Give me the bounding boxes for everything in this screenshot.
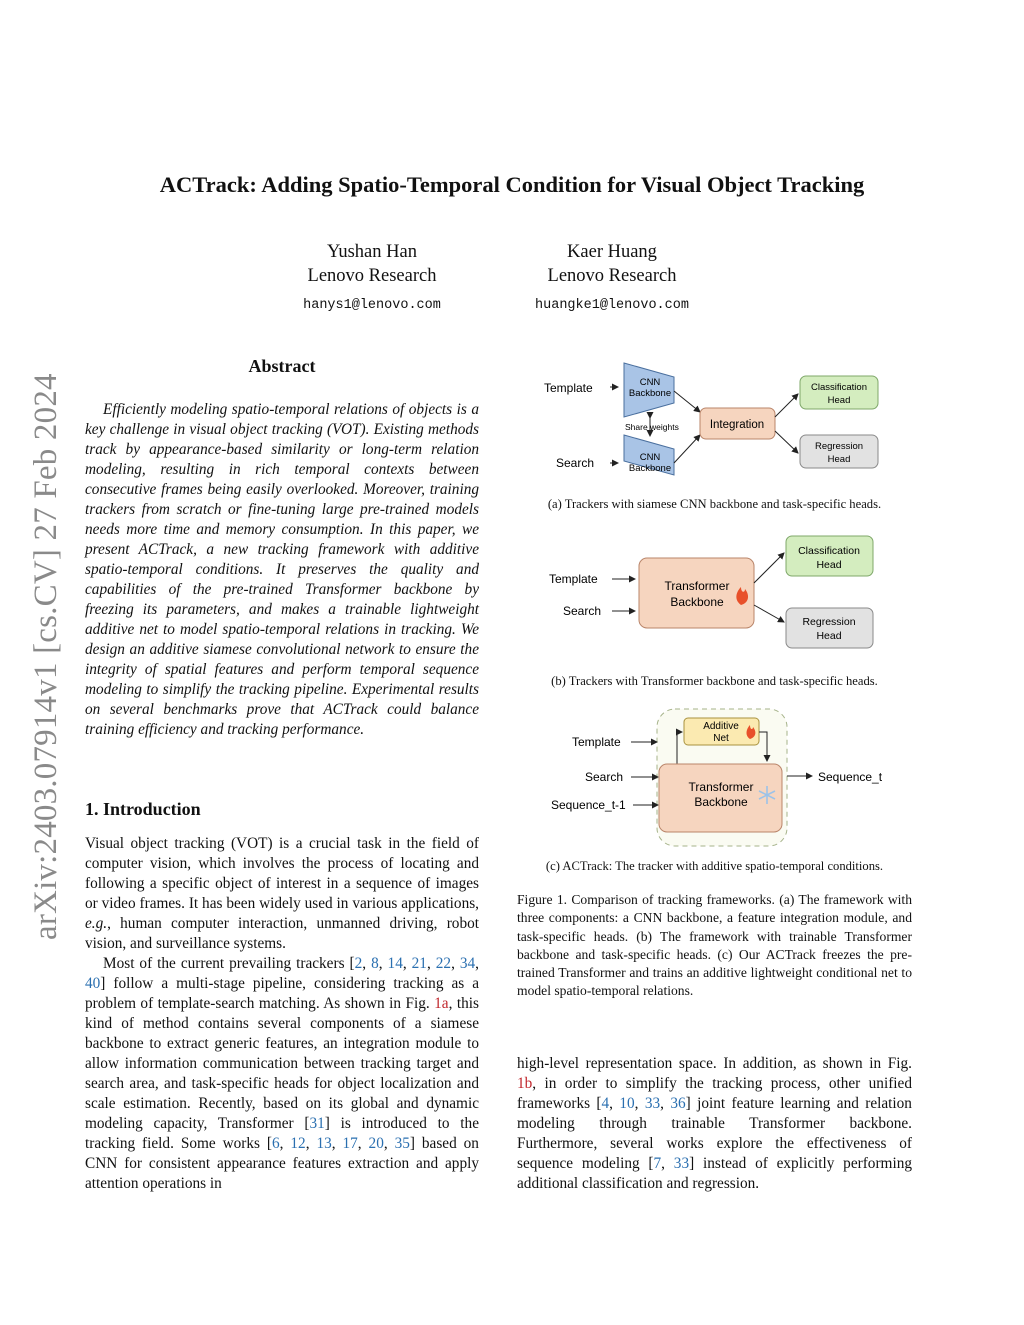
svg-text:Integration: Integration (709, 419, 765, 431)
citation-link[interactable]: 21 (411, 955, 427, 972)
author-affiliation: Lenovo Research (547, 266, 677, 286)
subcaption-a: (a) Trackers with siamese CNN backbone and task-specific heads. (547, 497, 882, 511)
author-email[interactable]: hanys1@lenovo.com (303, 298, 441, 313)
citation-link[interactable]: 17 (342, 1135, 358, 1152)
figure-1a (517, 357, 912, 477)
citation-link[interactable]: 36 (670, 1095, 686, 1112)
svg-text:Backbone: Backbone (628, 388, 672, 399)
author-name: Yushan Han (327, 242, 417, 262)
subcaption-b: (b) Trackers with Transformer backbone and task-specific heads. (551, 674, 878, 688)
intro-paragraph-1: Visual object tracking (VOT) is a crucial task in the field of computer vision, which involves the process of locating and following a specific object of interest in a sequence of images or video frames. It has been widely used in various applications, e.g., human computer interaction, unmanned driving, robot vision, and surveillance systems. (85, 835, 479, 952)
svg-text:Net: Net (713, 733, 729, 744)
svg-text:Head: Head (827, 395, 851, 406)
svg-text:Transformer: Transformer (688, 780, 754, 794)
author-block (252, 240, 492, 318)
citation-link[interactable]: 34 (459, 955, 476, 972)
paper-title: ACTrack: Adding Spatio-Temporal Condition for Visual Object Tracking (159, 172, 865, 197)
author-name: Kaer Huang (567, 242, 657, 262)
svg-text:Backbone: Backbone (694, 795, 748, 809)
svg-text:Regression: Regression (814, 441, 864, 452)
label-template: Template (572, 735, 621, 749)
author-email[interactable]: huangke1@lenovo.com (535, 298, 689, 313)
citation-link[interactable]: 10 (619, 1095, 635, 1112)
subcaption-c: (c) ACTrack: The tracker with additive spatio-temporal conditions. (545, 859, 884, 873)
transformer-backbone-trainable (639, 558, 754, 628)
figure-caption: Figure 1. Comparison of tracking frameworks. (a) The framework with three components: a CNN backbone, a feature integration module, and task-specific heads. (b) The framework with trainable Transformer backbone and task-specific heads. (c) Our ACTrack freezes the pre-trained Transformer and trains an additive lightweight conditional net to model spatio-temporal relations. (517, 892, 912, 999)
svg-text:Classification: Classification (798, 545, 860, 557)
svg-text:Regression: Regression (802, 616, 856, 628)
svg-text:Head: Head (816, 559, 842, 571)
citation-link[interactable]: 6 (272, 1135, 280, 1152)
citation-link[interactable]: 40 (85, 975, 101, 992)
figure-1c (517, 706, 912, 851)
citation-link[interactable]: 35 (394, 1135, 410, 1152)
svg-text:Additive: Additive (703, 721, 739, 732)
intro-body (85, 834, 479, 1194)
citation-link[interactable]: 22 (435, 955, 452, 972)
svg-text:Head: Head (816, 630, 842, 642)
citation-link[interactable]: 31 (309, 1115, 325, 1132)
section-heading: 1. Introduction (85, 799, 201, 819)
label-share-weights: Share weights (625, 422, 679, 432)
citation-link[interactable]: 7 (653, 1155, 662, 1172)
svg-text:Head: Head (827, 454, 851, 465)
label-search: Search (563, 604, 602, 618)
citation-link[interactable]: 33 (644, 1095, 661, 1112)
figure-ref-link[interactable]: 1b (517, 1075, 533, 1092)
label-sequence-prev: Sequence_t-1 (551, 798, 626, 812)
label-template: Template (549, 572, 598, 586)
intro-paragraph-2: Most of the current prevailing trackers [2, 8, 14, 21, 22, 34, 40] follow a multi-stage pipeline, considering tracking as a problem of template-search matching. As shown in Fig. 1a, this kind of method contains several components of a siamese backbone to extract generic features, an integration module to allow information communication between tracking target and search area, and task-specific heads for object localization and scale estimation. Recently, based on its global and dynamic modeling capacity, Transformer [31] is introduced to the tracking field. Some works [6, 12, 13, 17, 20, 35] based on CNN for consistent appearance features extraction and apply attention operations in (85, 955, 479, 1192)
citation-link[interactable]: 2 (354, 955, 363, 972)
citation-link[interactable]: 12 (290, 1135, 306, 1152)
citation-link[interactable]: 4 (601, 1095, 610, 1112)
right-column-body (517, 1054, 912, 1194)
citation-link[interactable]: 13 (316, 1135, 332, 1152)
figure-ref-link[interactable]: 1a (434, 995, 449, 1012)
label-search: Search (585, 770, 624, 784)
label-search: Search (556, 456, 595, 470)
svg-text:Transformer: Transformer (664, 579, 730, 593)
regression-head (786, 608, 873, 648)
figure-1b (517, 533, 912, 653)
svg-text:CNN: CNN (639, 452, 661, 463)
citation-link[interactable]: 20 (368, 1135, 384, 1152)
author-affiliation: Lenovo Research (307, 266, 437, 286)
label-sequence-out: Sequence_t (818, 770, 883, 784)
svg-text:CNN: CNN (639, 377, 661, 388)
svg-text:Classification: Classification (811, 382, 867, 393)
citation-link[interactable]: 14 (387, 955, 403, 972)
svg-text:Backbone: Backbone (628, 463, 672, 474)
author-block (492, 240, 732, 318)
abstract-text: Efficiently modeling spatio-temporal relations of objects is a key challenge in visual object tracking (VOT). Existing methods track by appearance-based similarity or long-term relation modeling, resulting in rich temporal contexts between consecutive frames being easily overlooked. Moreover, training trackers from scratch or fine-tuning large pre-trained models needs more time and memory consumption. In this paper, we present ACTrack, a new tracking framework with additive spatio-temporal conditions. It preserves the quality and capabilities of the pre-trained Transformer backbone by freezing its parameters, and makes a trainable lightweight additive net to model spatio-temporal relations in tracking. We design an additive siamese convolutional network to ensure the integrity of spatial features and perform temporal sequence modeling to simplify the tracking pipeline. Experimental results on several benchmarks prove that ACTrack could balance training efficiency and tracking performance. (85, 401, 479, 738)
svg-text:Backbone: Backbone (670, 595, 724, 609)
arxiv-stamp: arXiv:2403.07914v1 [cs.CV] 27 Feb 2024 (28, 373, 64, 940)
right-paragraph: high-level representation space. In addition, as shown in Fig. 1b, in order to simplify the tracking process, other unified frameworks [4, 10, 33, 36] joint feature learning and relation modeling through trainable Transformer backbone. Furthermore, several works explore the effectiveness of sequence modeling [7, 33] instead of explicitly performing additional classification and regression. (517, 1055, 912, 1192)
label-template: Template (544, 381, 593, 395)
citation-link[interactable]: 8 (371, 955, 379, 972)
citation-link[interactable]: 33 (673, 1155, 690, 1172)
abstract-heading: Abstract (248, 356, 316, 376)
